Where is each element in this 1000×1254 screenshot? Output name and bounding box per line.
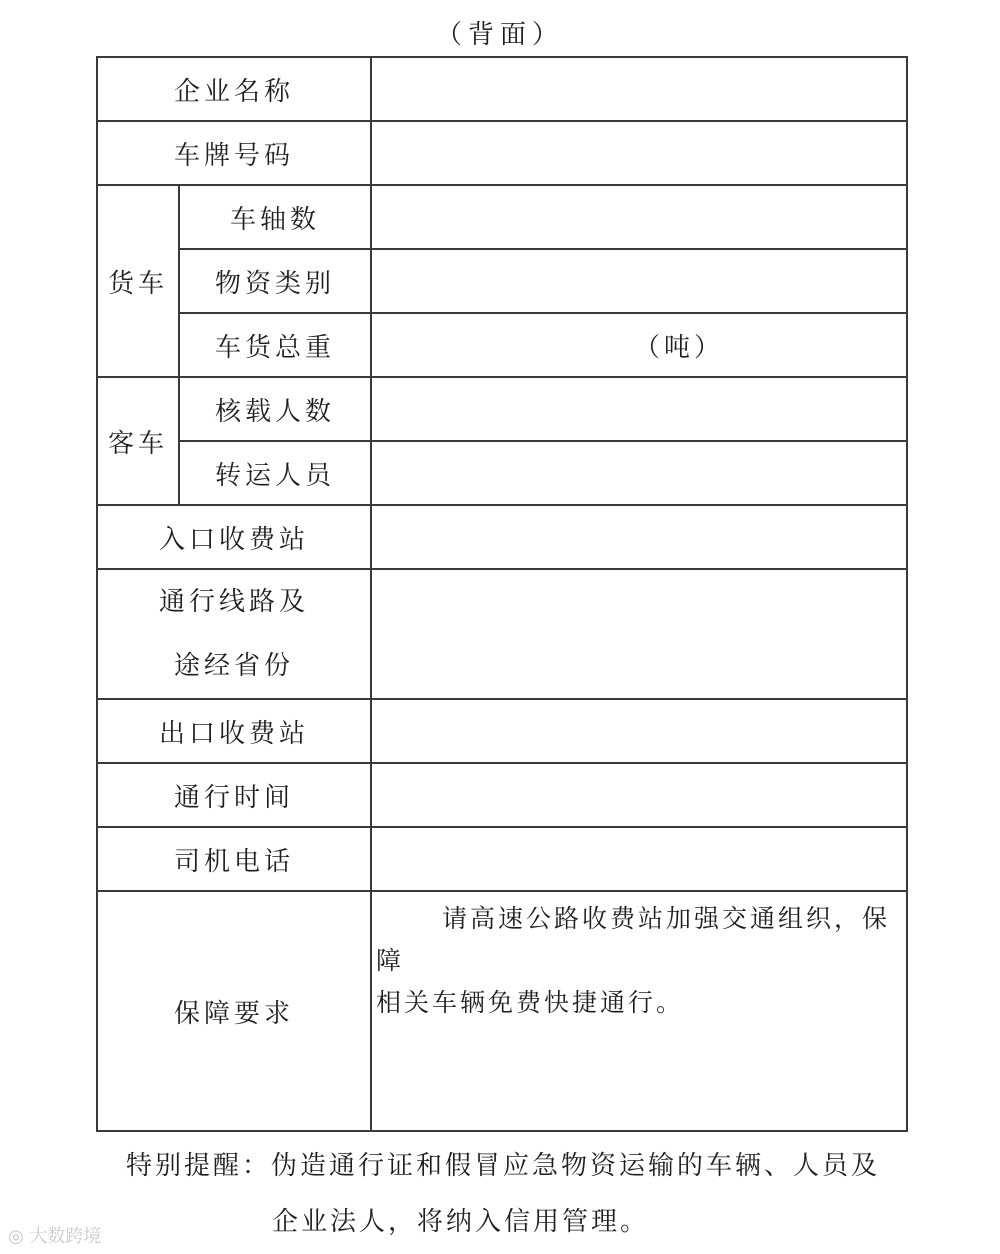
row-plate-number bbox=[97, 121, 907, 185]
row-axle-count bbox=[97, 185, 907, 249]
row-travel-time bbox=[97, 763, 907, 827]
rated-passengers-label: 核载人数 bbox=[179, 377, 371, 441]
reminder-line2: 企业法人，将纳入信用管理。 bbox=[272, 1207, 650, 1237]
weight-unit: （吨） bbox=[634, 332, 725, 363]
requirement-line1: 请高速公路收费站加强交通组织，保障 bbox=[376, 904, 891, 975]
requirement-text bbox=[371, 891, 907, 1131]
transfer-personnel-label: 转运人员 bbox=[179, 441, 371, 505]
travel-time-field[interactable] bbox=[371, 763, 907, 827]
row-requirement bbox=[97, 891, 907, 1131]
pass-form-table bbox=[96, 56, 908, 1132]
row-cargo-category bbox=[97, 249, 907, 313]
row-driver-phone bbox=[97, 827, 907, 891]
row-entry-station bbox=[97, 505, 907, 569]
truck-group-label: 货车 bbox=[97, 185, 179, 377]
exit-station-label: 出口收费站 bbox=[97, 699, 371, 763]
row-exit-station bbox=[97, 699, 907, 763]
cargo-category-field[interactable] bbox=[371, 249, 907, 313]
gross-weight-label: 车货总重 bbox=[179, 313, 371, 377]
rated-passengers-field[interactable] bbox=[371, 377, 907, 441]
company-name-label: 企业名称 bbox=[97, 57, 371, 121]
requirement-label: 保障要求 bbox=[97, 891, 371, 1131]
page-title: （背面） bbox=[435, 20, 564, 50]
driver-phone-label: 司机电话 bbox=[97, 827, 371, 891]
watermark-logo-icon: ◎ bbox=[8, 1226, 30, 1247]
gross-weight-field[interactable] bbox=[371, 313, 907, 377]
company-name-field[interactable] bbox=[371, 57, 907, 121]
row-rated-passengers bbox=[97, 377, 907, 441]
plate-number-field[interactable] bbox=[371, 121, 907, 185]
driver-phone-field[interactable] bbox=[371, 827, 907, 891]
row-transfer-personnel bbox=[97, 441, 907, 505]
row-gross-weight bbox=[97, 313, 907, 377]
route-label-line2: 途经省份 bbox=[174, 651, 295, 681]
special-reminder bbox=[126, 1138, 886, 1250]
travel-time-label: 通行时间 bbox=[97, 763, 371, 827]
row-route bbox=[97, 569, 907, 699]
watermark-text: 大数跨境 bbox=[29, 1226, 102, 1247]
watermark bbox=[8, 1222, 101, 1248]
row-company-name bbox=[97, 57, 907, 121]
reminder-line1: 特别提醒：伪造通行证和假冒应急物资运输的车辆、人员及 bbox=[126, 1151, 881, 1181]
requirement-line2: 相关车辆免费快捷通行。 bbox=[376, 988, 685, 1017]
cargo-category-label: 物资类别 bbox=[179, 249, 371, 313]
axle-count-label: 车轴数 bbox=[179, 185, 371, 249]
axle-count-field[interactable] bbox=[371, 185, 907, 249]
route-label bbox=[97, 569, 371, 699]
route-label-line1: 通行线路及 bbox=[159, 587, 310, 617]
bus-group-label: 客车 bbox=[97, 377, 179, 505]
transfer-personnel-field[interactable] bbox=[371, 441, 907, 505]
entry-station-field[interactable] bbox=[371, 505, 907, 569]
route-field[interactable] bbox=[371, 569, 907, 699]
exit-station-field[interactable] bbox=[371, 699, 907, 763]
entry-station-label: 入口收费站 bbox=[97, 505, 371, 569]
plate-number-label: 车牌号码 bbox=[97, 121, 371, 185]
